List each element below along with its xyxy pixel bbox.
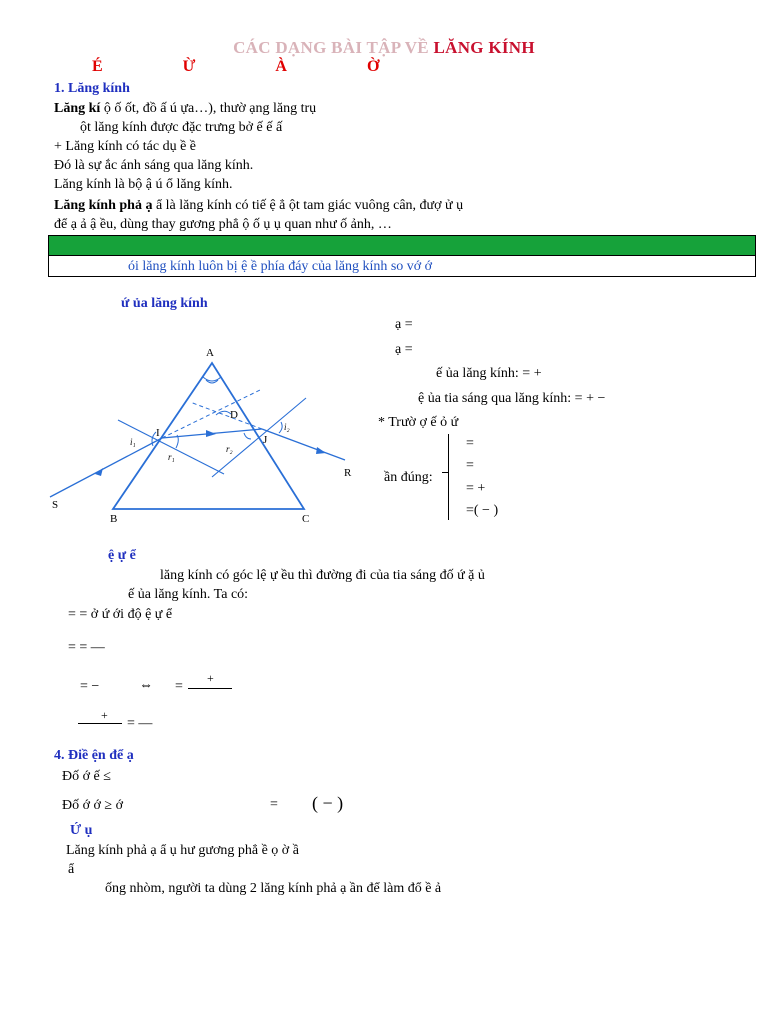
angle-i2-arc [279, 422, 282, 433]
section-1-line-5: Lăng kính là bộ ậ ú ổ lăng kính. [54, 177, 233, 192]
section-3-eq-4-numerator: + [101, 708, 108, 722]
section-1-line-6 [54, 197, 463, 215]
system-eq-1: = [466, 436, 474, 451]
section-3-eq-1: = = ở ứ ới độ ệ ự ể [68, 607, 173, 622]
approx-label: ần đúng: [384, 470, 433, 485]
fraction-bar [78, 723, 122, 724]
section-2-heading: ứ ủa lăng kính [121, 296, 208, 311]
label-S: S [52, 499, 59, 511]
section-1-line-2: ột lăng kính được đặc trưng bở ế ế ấ [80, 120, 283, 135]
formula-1: ạ = [395, 317, 413, 332]
section-5-line-2: ẩ [68, 862, 75, 877]
line-rest: ộ ố ốt, đồ ấ ú ựa…), thườ ạng lăng trụ [100, 101, 317, 116]
section-4-paren-expr: ( − ) [312, 793, 344, 813]
note-text: ói lăng kính luôn bị ệ ề phía đáy của lăng kính so vớ ớ [128, 259, 433, 274]
bold-term: Lăng kí [54, 101, 101, 116]
incident-ray [50, 438, 162, 497]
section-1-line-3: + Lăng kính có tác dụ ề ề [54, 139, 197, 154]
page-subtitle: É Ừ À Ờ [92, 58, 418, 75]
normal-at-I [118, 420, 224, 474]
section-5-heading: Ứ ụ [70, 823, 93, 838]
label-i2: i₂ [284, 422, 290, 432]
label-i1: i₁ [130, 437, 136, 447]
section-3-eq-3-numerator: + [207, 671, 214, 685]
label-D: D [230, 409, 238, 421]
system-eq-2: = [466, 458, 474, 473]
system-eq-3: = + [466, 481, 486, 496]
section-5-line-1: Lăng kính phả ạ ẩ ụ hư gương phẳ ề ọ ờ ầ [66, 843, 299, 858]
deviation-arc [216, 411, 231, 415]
section-4-heading: 4. Điề ện để ạ [54, 748, 134, 763]
section-1-heading: 1. Lăng kính [54, 81, 130, 96]
label-A: A [206, 347, 214, 359]
fraction-bar [188, 688, 232, 689]
section-3-heading: ệ ự ể [108, 548, 136, 563]
system-eq-4: =( − ) [466, 503, 499, 518]
section-4-eq-sign: = [270, 797, 278, 812]
section-1-line-7: để ạ ả ậ ều, dùng thay gương phẳ ộ ố ụ ụ quan như ố ảnh, … [54, 217, 392, 232]
formula-3: ế ủa lăng kính: = + [436, 366, 542, 381]
section-1-line-1 [54, 100, 316, 118]
bold-term: Lăng kính phả ạ [54, 198, 153, 213]
label-C: C [302, 513, 310, 525]
label-r2: r₂ [226, 444, 233, 454]
section-3-line-2: ế ủa lăng kính. Ta có: [128, 587, 249, 602]
section-5-line-3: ống nhòm, người ta dùng 2 lăng kính phả ạ ần để làm đổ ề ả [105, 881, 442, 896]
section-1-line-4: Đó là sự ắc ánh sáng qua lăng kính. [54, 158, 254, 173]
normal-at-J [212, 398, 306, 477]
page-title-faded: CÁC DẠNG BÀI TẬP VỀ [233, 38, 429, 57]
label-r1: r₁ [168, 452, 175, 462]
section-3-line-1: lăng kính có góc lệ ự ều thì đường đi của tia sáng đố ứ ặ ủ [160, 568, 485, 583]
section-3-eq-3a: = − [80, 679, 100, 694]
inside-ray-arrow [206, 430, 216, 437]
section-3-eq-2: = = — [68, 640, 105, 655]
label-I: I [156, 427, 160, 439]
emergent-ray [262, 429, 345, 460]
formula-5: * Trườ ợ ế ỏ ứ [378, 415, 459, 430]
section-4-line-2: Đố ớ ớ ≥ ớ [62, 798, 124, 813]
note-header-bar [48, 235, 756, 256]
section-3-eq-3c: = [175, 679, 183, 694]
angle-r2-arc [244, 433, 251, 439]
section-4-line-1: Đố ớ ế ≤ [62, 769, 111, 784]
formula-2: ạ = [395, 342, 413, 357]
label-J: J [263, 434, 268, 446]
section-3-eq-4: = — [127, 716, 153, 731]
label-B: B [110, 513, 118, 525]
page-title-main: LĂNG KÍNH [428, 38, 535, 57]
page-title [0, 38, 768, 58]
system-brace [448, 434, 459, 520]
emergent-ray-arrow [316, 447, 326, 454]
prism-diagram [40, 340, 370, 530]
formula-4: ệ ủa tia sáng qua lăng kính: = + − [418, 391, 606, 406]
equivalence-symbol: ⇔ [139, 678, 153, 693]
label-R: R [344, 467, 352, 479]
line-rest: ẩ là lăng kính có tiế ệ ẳ ột tam giác vuông cân, đượ ử ụ [152, 198, 464, 213]
